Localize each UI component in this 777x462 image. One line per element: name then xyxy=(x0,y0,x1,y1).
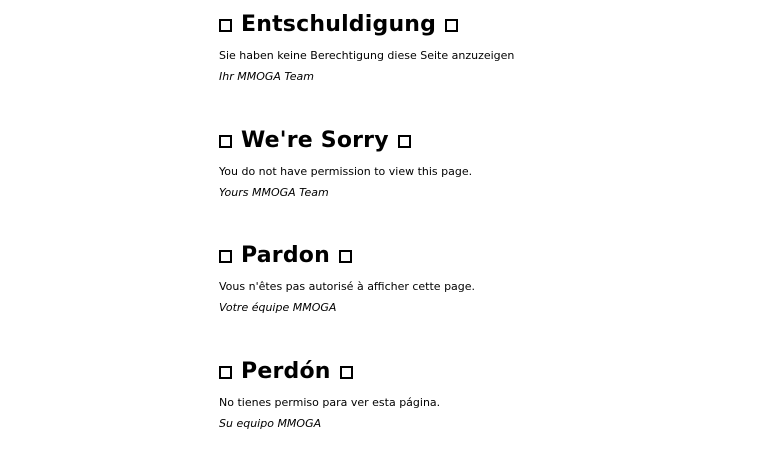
notice-signature: Yours MMOGA Team xyxy=(219,186,759,200)
notice-message: Vous n'êtes pas autorisé à afficher cette page. xyxy=(219,280,759,294)
notice-heading xyxy=(219,116,759,155)
notice-french xyxy=(219,231,759,347)
missing-glyph-icon xyxy=(219,366,232,379)
notice-signature: Votre équipe MMOGA xyxy=(219,301,759,315)
heading-text: Pardon xyxy=(241,243,330,268)
notice-heading xyxy=(219,0,759,39)
access-denied-content xyxy=(219,0,759,462)
notice-message: No tienes permiso para ver esta página. xyxy=(219,396,759,410)
heading-text: We're Sorry xyxy=(241,128,389,153)
missing-glyph-icon xyxy=(219,19,232,32)
missing-glyph-icon xyxy=(339,250,352,263)
notice-message: You do not have permission to view this page. xyxy=(219,165,759,179)
notice-german xyxy=(219,0,759,116)
notice-english xyxy=(219,116,759,232)
missing-glyph-icon xyxy=(219,250,232,263)
notice-signature: Su equipo MMOGA xyxy=(219,417,759,431)
notice-heading xyxy=(219,231,759,270)
notice-heading xyxy=(219,347,759,386)
missing-glyph-icon xyxy=(340,366,353,379)
missing-glyph-icon xyxy=(219,135,232,148)
missing-glyph-icon xyxy=(445,19,458,32)
heading-text: Entschuldigung xyxy=(241,12,436,37)
notice-message: Sie haben keine Berechtigung diese Seite anzuzeigen xyxy=(219,49,759,63)
missing-glyph-icon xyxy=(398,135,411,148)
notice-signature: Ihr MMOGA Team xyxy=(219,70,759,84)
notice-spanish xyxy=(219,347,759,462)
heading-text: Perdón xyxy=(241,359,331,384)
